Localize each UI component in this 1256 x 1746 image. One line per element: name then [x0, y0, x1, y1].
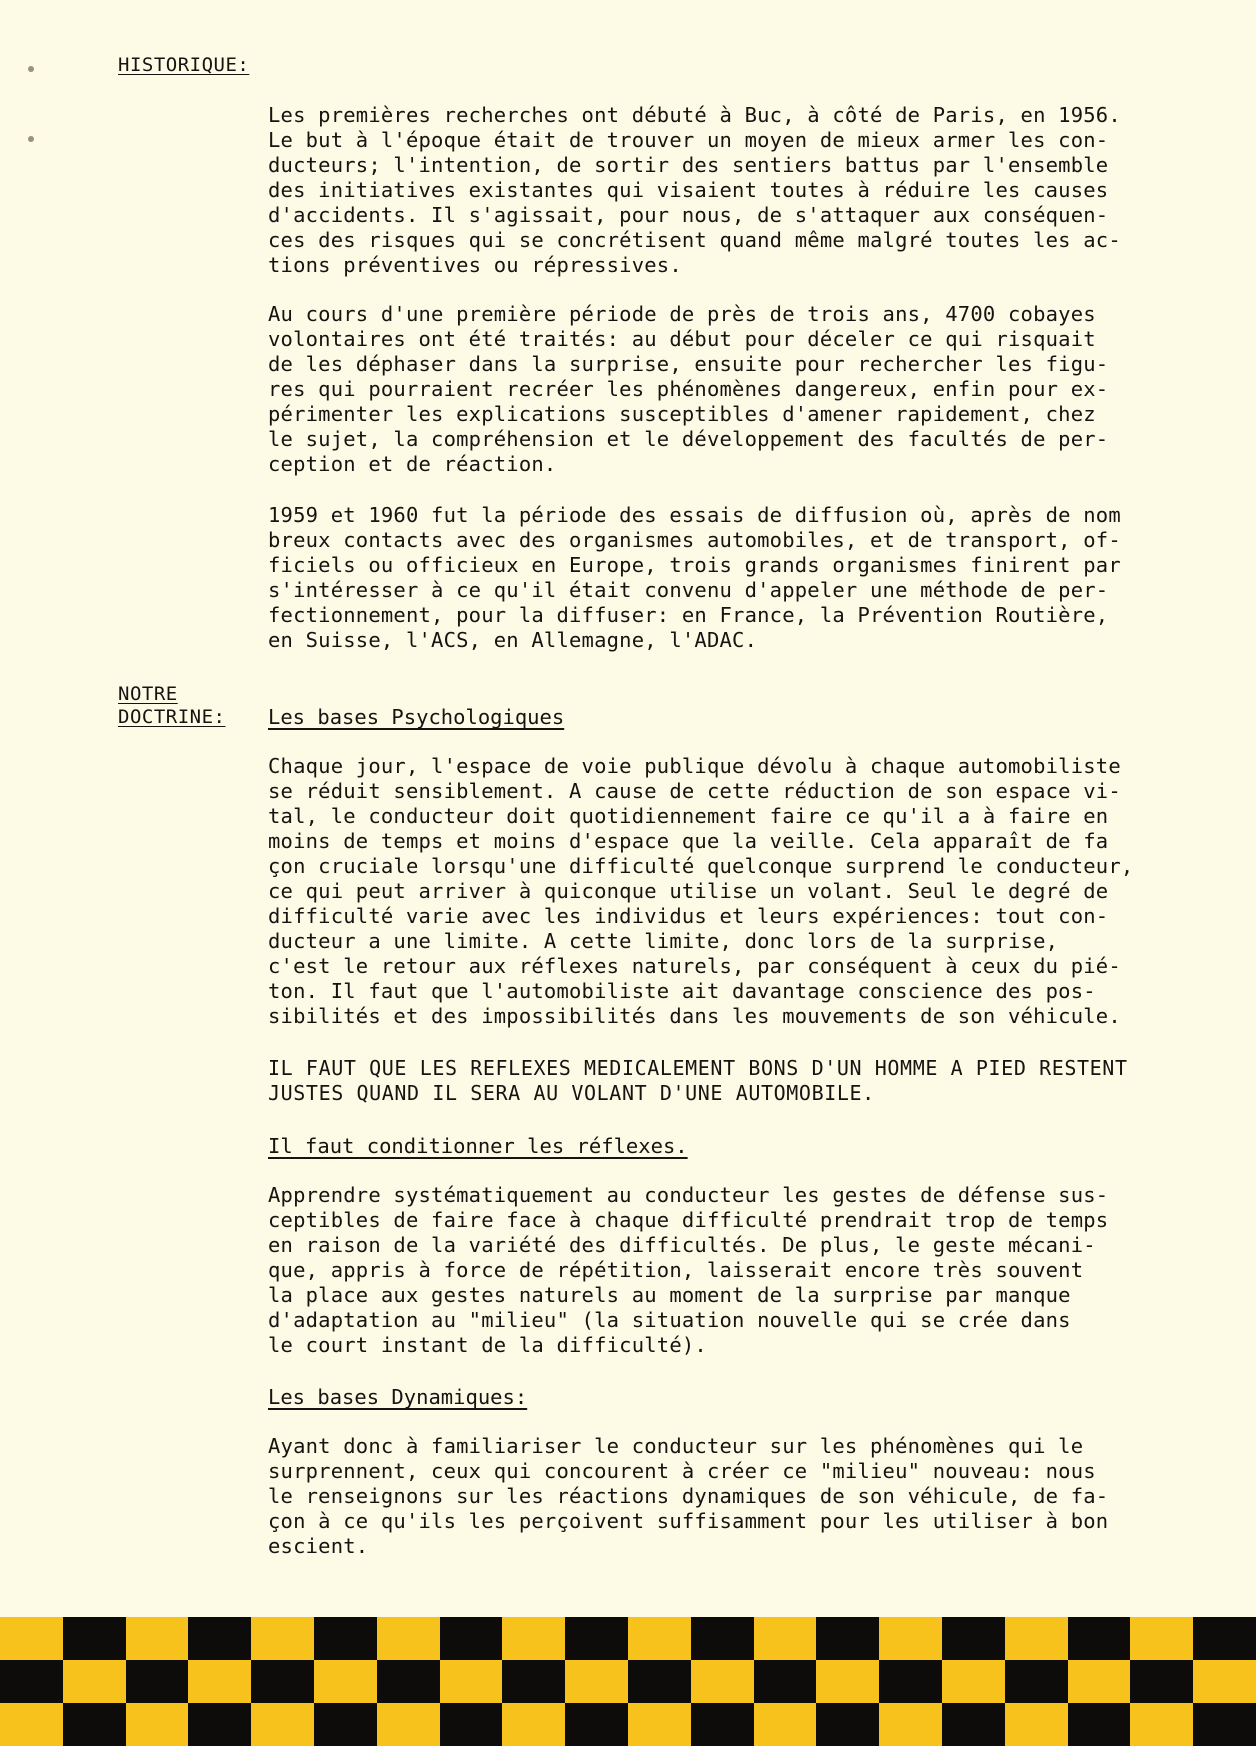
checker-cell: [565, 1617, 628, 1660]
checker-cell: [377, 1703, 440, 1746]
doctrine-paragraph-2: Apprendre systématiquement au conducteur les gestes de défense sus- ceptibles de faire face à chaque difficulté prendrait trop de temps en raison de la variété des difficultés. De plus, le geste mécani- que, appris à force de répétition, laisserait encore très souvent la place aux gestes naturels au moment de la surprise par manque d'adaptation au "milieu" (la situation nouvelle qui se crée dans le court instant de la difficulté).: [268, 1183, 1109, 1357]
checker-cell: [502, 1703, 565, 1746]
checker-cell: [63, 1617, 126, 1660]
checker-cell: [1005, 1660, 1068, 1703]
doctrine-paragraph-3: Ayant donc à familiariser le conducteur sur les phénomènes qui le surprennent, ceux qui concourent à créer ce "milieu" nouveau: nous le renseignons sur les réactions dynamiques de son véhicule, de fa- çon à ce qu'ils les perçoivent suffisamment pour les utiliser à bon escient.: [268, 1434, 1109, 1558]
checker-cell: [251, 1617, 314, 1660]
checker-cell: [63, 1660, 126, 1703]
doctrine-heading-psychologiques: [268, 705, 1208, 730]
checkered-border: [0, 1617, 1256, 1746]
checker-cell: [440, 1617, 503, 1660]
doctrine-paragraph-1: Chaque jour, l'espace de voie publique dévolu à chaque automobiliste se réduit sensiblement. A cause de cette réduction de son espace vi- tal, le conducteur doit quotidiennement faire ce qu'il a à faire en moins de temps et moins d'espace que la veille. Cela apparaît de fa çon cruciale lorsqu'une difficulté quelconque surprend le conducteur, ce qui peut arriver à quiconque utilise un volant. Seul le degré de difficulté varie avec les individus et leurs expériences: tout con- ducteur a une limite. A cette limite, donc lors de la surprise, c'est le retour aux réflexes naturels, par conséquent à ceux du pié- ton. Il faut que l'automobiliste ait davantage conscience des pos- sibilités et des impossibilités dans les mouvements de son véhicule.: [268, 754, 1134, 1028]
checker-cell: [1130, 1617, 1193, 1660]
checker-cell: [565, 1660, 628, 1703]
checker-cell: [0, 1617, 63, 1660]
checker-cell: [691, 1617, 754, 1660]
checker-cell: [314, 1617, 377, 1660]
checker-cell: [879, 1703, 942, 1746]
section-label-doctrine: [118, 683, 225, 729]
historique-body-2: [268, 302, 1208, 477]
punch-mark: [28, 136, 34, 142]
checker-cell: [440, 1703, 503, 1746]
section-label-historique: HISTORIQUE:: [118, 54, 250, 76]
historique-body: [268, 103, 1208, 278]
checker-cell: [628, 1617, 691, 1660]
doctrine-body-1: [268, 754, 1208, 1029]
checker-cell: [1193, 1660, 1256, 1703]
checker-cell: [251, 1703, 314, 1746]
checker-cell: [314, 1660, 377, 1703]
checker-cell: [126, 1703, 189, 1746]
checker-cell: [754, 1617, 817, 1660]
checker-cell: [0, 1660, 63, 1703]
historique-paragraph-2: Au cours d'une première période de près de trois ans, 4700 cobayes volontaires ont été traités: au début pour déceler ce qui risquait de les déphaser dans la surprise, ensuite pour rechercher les figu- res qui pourraient recréer les phénomènes dangereux, enfin pour ex- périmenter les explications susceptibles d'amener rapidement, chez le sujet, la compréhension et le développement des facultés de per- ception et de réaction.: [268, 302, 1109, 476]
checker-cell: [942, 1617, 1005, 1660]
checker-cell: [377, 1660, 440, 1703]
checker-cell: [126, 1617, 189, 1660]
checker-cell: [628, 1660, 691, 1703]
checker-cell: [816, 1703, 879, 1746]
punch-mark: [28, 66, 34, 72]
doctrine-label-line2: DOCTRINE:: [118, 706, 226, 728]
checker-cell: [1193, 1617, 1256, 1660]
checker-cell: [754, 1703, 817, 1746]
subheading-conditionner-reflexes: Il faut conditionner les réflexes.: [268, 1134, 688, 1158]
checker-cell: [63, 1703, 126, 1746]
checker-cell: [816, 1660, 879, 1703]
checker-cell: [502, 1617, 565, 1660]
checker-cell: [1130, 1660, 1193, 1703]
checker-cell: [126, 1660, 189, 1703]
checker-cell: [942, 1660, 1005, 1703]
checker-cell: [314, 1703, 377, 1746]
checker-cell: [628, 1703, 691, 1746]
checker-cell: [440, 1660, 503, 1703]
subheading-bases-psychologiques: Les bases Psychologiques: [268, 705, 565, 729]
checker-cell: [691, 1660, 754, 1703]
checker-cell: [1130, 1703, 1193, 1746]
checker-cell: [1193, 1703, 1256, 1746]
checker-cell: [691, 1703, 754, 1746]
doctrine-caps-block: [268, 1056, 1208, 1106]
checker-cell: [0, 1703, 63, 1746]
checker-cell: [816, 1617, 879, 1660]
doctrine-label-line1: NOTRE: [118, 683, 178, 705]
checker-cell: [1068, 1617, 1131, 1660]
doctrine-heading-reflexes: [268, 1134, 1208, 1159]
checker-cell: [1005, 1617, 1068, 1660]
checker-cell: [188, 1617, 251, 1660]
checker-cell: [251, 1660, 314, 1703]
checker-cell: [188, 1660, 251, 1703]
checker-cell: [879, 1660, 942, 1703]
checker-cell: [942, 1703, 1005, 1746]
checker-cell: [754, 1660, 817, 1703]
subheading-bases-dynamiques: Les bases Dynamiques:: [268, 1385, 528, 1409]
checker-cell: [1005, 1703, 1068, 1746]
checker-cell: [188, 1703, 251, 1746]
checker-cell: [1068, 1703, 1131, 1746]
checker-cell: [879, 1617, 942, 1660]
doctrine-body-2: [268, 1183, 1208, 1358]
doctrine-caps-statement: IL FAUT QUE LES REFLEXES MEDICALEMENT BONS D'UN HOMME A PIED RESTENT JUSTES QUAND IL SERA AU VOLANT D'UNE AUTOMOBILE.: [268, 1056, 1128, 1105]
checker-cell: [1068, 1660, 1131, 1703]
doctrine-body-3: [268, 1434, 1208, 1559]
historique-paragraph-3: 1959 et 1960 fut la période des essais de diffusion où, après de nom breux contacts avec des organismes automobiles, et de transport, of- ficiels ou officieux en Europe, trois grands organismes finirent par s'intéresser à ce qu'il était convenu d'appeler une méthode de per- fectionnement, pour la diffuser: en France, la Prévention Routière, en Suisse, l'ACS, en Allemagne, l'ADAC.: [268, 503, 1121, 652]
doctrine-heading-dynamiques: [268, 1385, 1208, 1410]
checker-cell: [565, 1703, 628, 1746]
historique-paragraph-1: Les premières recherches ont débuté à Buc, à côté de Paris, en 1956. Le but à l'époque était de trouver un moyen de mieux armer les con- ducteurs; l'intention, de sortir des sentiers battus par l'ensemble des initiatives existantes qui visaient toutes à réduire les causes d'accidents. Il s'agissait, pour nous, de s'attaquer aux conséquen- ces des risques qui se concrétisent quand même malgré toutes les ac- tions préventives ou répressives.: [268, 103, 1121, 277]
checker-cell: [377, 1617, 440, 1660]
historique-body-3: [268, 503, 1208, 653]
checker-cell: [502, 1660, 565, 1703]
